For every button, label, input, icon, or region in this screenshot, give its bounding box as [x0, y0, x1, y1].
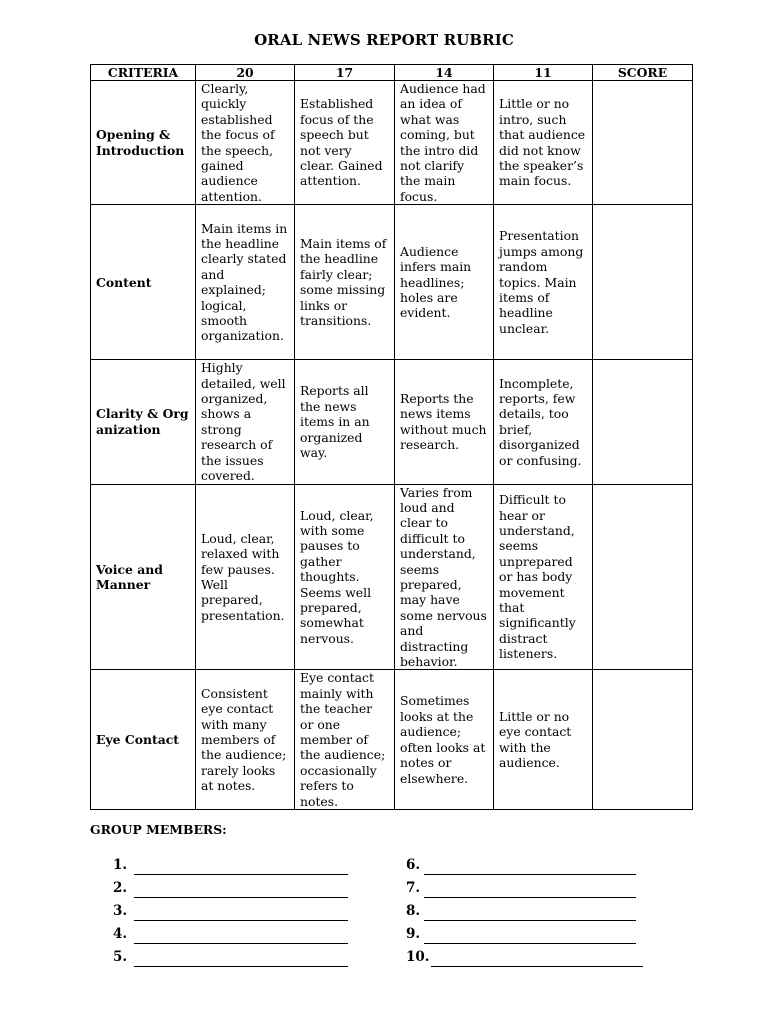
- score-cell[interactable]: [593, 205, 693, 360]
- member-number: 8.: [406, 903, 421, 919]
- member-name-blank[interactable]: [134, 952, 348, 967]
- descriptor-cell-17: Main items of the headline fairly clear; some missing links or transitions.: [295, 205, 395, 360]
- member-entry: [113, 875, 348, 898]
- rubric-table: [90, 64, 693, 810]
- member-name-blank[interactable]: [431, 952, 643, 967]
- member-entry: [113, 852, 348, 875]
- descriptor-cell-20: Loud, clear, relaxed with few pauses. Well prepared, presentation.: [196, 484, 295, 670]
- header-score: SCORE: [593, 65, 693, 81]
- member-name-blank[interactable]: [424, 860, 636, 875]
- member-entry: [406, 921, 643, 944]
- criteria-cell: Clarity & Organization: [91, 360, 196, 484]
- member-number: 7.: [406, 880, 421, 896]
- header-score-20: 20: [196, 65, 295, 81]
- descriptor-cell-17: Eye contact mainly with the teacher or one member of the audience; occasionally refers to notes.: [295, 670, 395, 810]
- header-criteria: CRITERIA: [91, 65, 196, 81]
- member-number: 1.: [113, 857, 128, 873]
- score-cell[interactable]: [593, 81, 693, 205]
- descriptor-cell-14: Reports the news items without much research.: [395, 360, 494, 484]
- descriptor-cell-17: Established focus of the speech but not very clear. Gained attention.: [295, 81, 395, 205]
- table-row-voice: [91, 484, 693, 670]
- descriptor-cell-14: Audience had an idea of what was coming, but the intro did not clarify the main focus.: [395, 81, 494, 205]
- descriptor-cell-11: Difficult to hear or understand, seems unprepared or has body movement that significantly distract listeners.: [494, 484, 593, 670]
- header-score-14: 14: [395, 65, 494, 81]
- descriptor-cell-11: Little or no intro, such that audience did not know the speaker’s main focus.: [494, 81, 593, 205]
- table-row-opening: [91, 81, 693, 205]
- descriptor-cell-17: Loud, clear, with some pauses to gather thoughts. Seems well prepared, somewhat nervous.: [295, 484, 395, 670]
- member-number: 2.: [113, 880, 128, 896]
- group-members-label: GROUP MEMBERS:: [90, 822, 227, 837]
- descriptor-cell-14: Sometimes looks at the audience; often looks at notes or elsewhere.: [395, 670, 494, 810]
- member-number: 10.: [406, 949, 430, 965]
- member-entry: [406, 898, 643, 921]
- table-row-clarity: [91, 360, 693, 484]
- group-members-list-right: [406, 852, 643, 967]
- group-members-list-left: [113, 852, 348, 967]
- member-name-blank[interactable]: [424, 883, 636, 898]
- descriptor-cell-20: Consistent eye contact with many members of the audience; rarely looks at notes.: [196, 670, 295, 810]
- table-row-eye-contact: [91, 670, 693, 810]
- member-number: 3.: [113, 903, 128, 919]
- member-name-blank[interactable]: [424, 906, 636, 921]
- member-name-blank[interactable]: [134, 906, 348, 921]
- descriptor-cell-20: Clearly, quickly established the focus of the speech, gained audience attention.: [196, 81, 295, 205]
- member-number: 4.: [113, 926, 128, 942]
- member-entry: [113, 898, 348, 921]
- criteria-cell: Opening & Introduction: [91, 81, 196, 205]
- member-name-blank[interactable]: [424, 929, 636, 944]
- descriptor-cell-20: Highly detailed, well organized, shows a strong research of the issues covered.: [196, 360, 295, 484]
- descriptor-cell-14: Audience infers main headlines; holes are evident.: [395, 205, 494, 360]
- member-number: 5.: [113, 949, 128, 965]
- criteria-cell: Content: [91, 205, 196, 360]
- member-name-blank[interactable]: [134, 883, 348, 898]
- table-header-row: [91, 65, 693, 81]
- table-row-content: [91, 205, 693, 360]
- header-score-17: 17: [295, 65, 395, 81]
- descriptor-cell-17: Reports all the news items in an organized way.: [295, 360, 395, 484]
- criteria-cell: Voice and Manner: [91, 484, 196, 670]
- member-name-blank[interactable]: [134, 929, 348, 944]
- score-cell[interactable]: [593, 360, 693, 484]
- descriptor-cell-20: Main items in the headline clearly stated and explained; logical, smooth organization.: [196, 205, 295, 360]
- descriptor-cell-14: Varies from loud and clear to difficult to understand, seems prepared, may have some nervous and distracting behavior.: [395, 484, 494, 670]
- member-entry: [113, 921, 348, 944]
- descriptor-cell-11: Presentation jumps among random topics. Main items of headline unclear.: [494, 205, 593, 360]
- page-title: ORAL NEWS REPORT RUBRIC: [254, 31, 514, 49]
- member-entry: [113, 944, 348, 967]
- score-cell[interactable]: [593, 670, 693, 810]
- member-number: 6.: [406, 857, 421, 873]
- criteria-cell: Eye Contact: [91, 670, 196, 810]
- descriptor-cell-11: Little or no eye contact with the audience.: [494, 670, 593, 810]
- header-score-11: 11: [494, 65, 593, 81]
- member-name-blank[interactable]: [134, 860, 348, 875]
- member-entry: [406, 944, 643, 967]
- member-entry: [406, 852, 643, 875]
- member-entry: [406, 875, 643, 898]
- descriptor-cell-11: Incomplete, reports, few details, too brief, disorganized or confusing.: [494, 360, 593, 484]
- member-number: 9.: [406, 926, 421, 942]
- score-cell[interactable]: [593, 484, 693, 670]
